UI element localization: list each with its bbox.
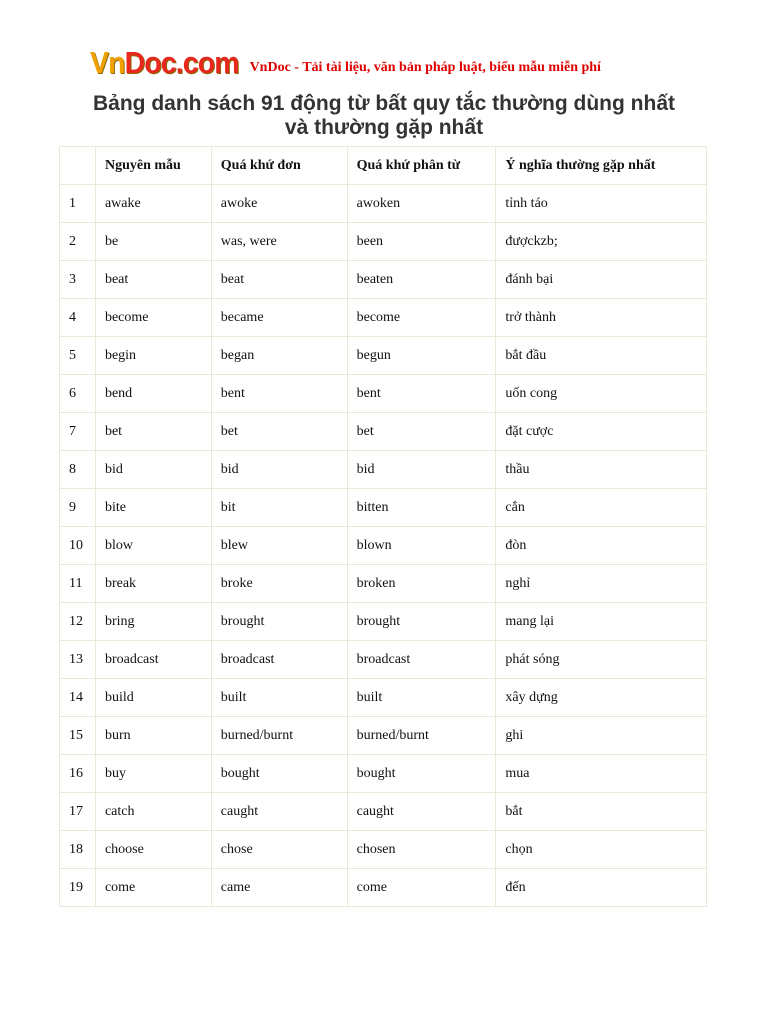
- title-line-1: Bảng danh sách 91 động từ bất quy tắc thường dùng nhất: [92, 92, 675, 115]
- cell-base-form: bend: [95, 375, 211, 413]
- table-row: [60, 603, 707, 641]
- cell-meaning: bắt đầu: [496, 337, 707, 375]
- cell-meaning: trở thành: [496, 299, 707, 337]
- cell-index: 10: [60, 527, 96, 565]
- cell-past-participle: come: [347, 869, 496, 907]
- cell-past-participle: broken: [347, 565, 496, 603]
- cell-past-simple: burned/burnt: [211, 717, 347, 755]
- cell-past-participle: bitten: [347, 489, 496, 527]
- cell-base-form: choose: [95, 831, 211, 869]
- cell-past-participle: caught: [347, 793, 496, 831]
- cell-meaning: cắn: [496, 489, 707, 527]
- cell-past-simple: came: [211, 869, 347, 907]
- table-row: [60, 185, 707, 223]
- cell-past-simple: awoke: [211, 185, 347, 223]
- cell-past-simple: bought: [211, 755, 347, 793]
- verb-table: [59, 146, 707, 907]
- cell-past-participle: beaten: [347, 261, 496, 299]
- column-header-past-simple: Quá khứ đơn: [211, 147, 347, 185]
- table-row: [60, 489, 707, 527]
- cell-base-form: come: [95, 869, 211, 907]
- table-row: [60, 299, 707, 337]
- table-row: [60, 337, 707, 375]
- cell-past-simple: bid: [211, 451, 347, 489]
- cell-past-simple: broadcast: [211, 641, 347, 679]
- cell-index: 5: [60, 337, 96, 375]
- cell-past-simple: built: [211, 679, 347, 717]
- cell-past-simple: bet: [211, 413, 347, 451]
- cell-past-participle: bet: [347, 413, 496, 451]
- table-body: [60, 185, 707, 907]
- cell-past-participle: bid: [347, 451, 496, 489]
- cell-past-participle: chosen: [347, 831, 496, 869]
- cell-index: 19: [60, 869, 96, 907]
- cell-index: 6: [60, 375, 96, 413]
- page-header: [90, 46, 601, 80]
- cell-index: 16: [60, 755, 96, 793]
- cell-past-participle: bought: [347, 755, 496, 793]
- cell-meaning: đượckzb;: [496, 223, 707, 261]
- cell-meaning: đánh bại: [496, 261, 707, 299]
- table-row: [60, 793, 707, 831]
- cell-past-participle: awoken: [347, 185, 496, 223]
- cell-base-form: begin: [95, 337, 211, 375]
- table-row: [60, 527, 707, 565]
- cell-past-simple: bent: [211, 375, 347, 413]
- cell-past-simple: blew: [211, 527, 347, 565]
- cell-meaning: uốn cong: [496, 375, 707, 413]
- table-row: [60, 413, 707, 451]
- cell-base-form: break: [95, 565, 211, 603]
- cell-index: 18: [60, 831, 96, 869]
- cell-past-simple: was, were: [211, 223, 347, 261]
- cell-index: 3: [60, 261, 96, 299]
- cell-past-participle: blown: [347, 527, 496, 565]
- cell-base-form: bid: [95, 451, 211, 489]
- table-row: [60, 261, 707, 299]
- cell-index: 2: [60, 223, 96, 261]
- cell-meaning: nghỉ: [496, 565, 707, 603]
- cell-past-simple: beat: [211, 261, 347, 299]
- title-line-2: và thường gặp nhất: [284, 116, 484, 139]
- vndoc-logo[interactable]: [90, 46, 239, 80]
- cell-meaning: đến: [496, 869, 707, 907]
- document-title: [0, 92, 768, 140]
- table-row: [60, 641, 707, 679]
- cell-base-form: be: [95, 223, 211, 261]
- cell-index: 9: [60, 489, 96, 527]
- column-header-base-form: Nguyên mẫu: [95, 147, 211, 185]
- cell-index: 15: [60, 717, 96, 755]
- cell-index: 12: [60, 603, 96, 641]
- cell-meaning: mua: [496, 755, 707, 793]
- cell-past-participle: bent: [347, 375, 496, 413]
- column-header-meaning: Ý nghĩa thường gặp nhất: [496, 147, 707, 185]
- cell-index: 14: [60, 679, 96, 717]
- table-row: [60, 869, 707, 907]
- column-header-past-participle: Quá khứ phân từ: [347, 147, 496, 185]
- cell-base-form: bet: [95, 413, 211, 451]
- cell-base-form: become: [95, 299, 211, 337]
- cell-past-participle: become: [347, 299, 496, 337]
- cell-base-form: beat: [95, 261, 211, 299]
- cell-base-form: broadcast: [95, 641, 211, 679]
- cell-meaning: ghi: [496, 717, 707, 755]
- cell-base-form: bring: [95, 603, 211, 641]
- cell-base-form: blow: [95, 527, 211, 565]
- cell-index: 8: [60, 451, 96, 489]
- cell-past-participle: burned/burnt: [347, 717, 496, 755]
- cell-index: 17: [60, 793, 96, 831]
- cell-meaning: thầu: [496, 451, 707, 489]
- cell-index: 4: [60, 299, 96, 337]
- cell-meaning: bắt: [496, 793, 707, 831]
- cell-meaning: xây dựng: [496, 679, 707, 717]
- cell-meaning: mang lại: [496, 603, 707, 641]
- table-row: [60, 679, 707, 717]
- cell-past-participle: broadcast: [347, 641, 496, 679]
- cell-base-form: awake: [95, 185, 211, 223]
- cell-base-form: burn: [95, 717, 211, 755]
- table-row: [60, 565, 707, 603]
- cell-past-simple: brought: [211, 603, 347, 641]
- cell-meaning: đòn: [496, 527, 707, 565]
- cell-past-simple: bit: [211, 489, 347, 527]
- cell-past-participle: built: [347, 679, 496, 717]
- logo-doc: Doc: [124, 45, 176, 80]
- table-row: [60, 717, 707, 755]
- cell-meaning: tỉnh táo: [496, 185, 707, 223]
- cell-index: 13: [60, 641, 96, 679]
- logo-vn: Vn: [90, 45, 125, 80]
- cell-past-simple: broke: [211, 565, 347, 603]
- cell-meaning: phát sóng: [496, 641, 707, 679]
- table-header-row: [60, 147, 707, 185]
- cell-base-form: build: [95, 679, 211, 717]
- cell-index: 1: [60, 185, 96, 223]
- table-row: [60, 223, 707, 261]
- table-row: [60, 451, 707, 489]
- cell-past-participle: begun: [347, 337, 496, 375]
- cell-index: 7: [60, 413, 96, 451]
- column-header-index: [60, 147, 96, 185]
- site-tagline: VnDoc - Tải tài liệu, văn bản pháp luật, biểu mẫu miễn phí: [249, 60, 601, 75]
- cell-base-form: buy: [95, 755, 211, 793]
- cell-index: 11: [60, 565, 96, 603]
- cell-past-participle: been: [347, 223, 496, 261]
- cell-past-simple: caught: [211, 793, 347, 831]
- table-row: [60, 831, 707, 869]
- table-row: [60, 755, 707, 793]
- cell-meaning: đặt cược: [496, 413, 707, 451]
- cell-past-simple: began: [211, 337, 347, 375]
- cell-base-form: catch: [95, 793, 211, 831]
- logo-com: .com: [175, 45, 239, 80]
- cell-past-simple: became: [211, 299, 347, 337]
- cell-meaning: chọn: [496, 831, 707, 869]
- cell-past-simple: chose: [211, 831, 347, 869]
- cell-past-participle: brought: [347, 603, 496, 641]
- table-row: [60, 375, 707, 413]
- cell-base-form: bite: [95, 489, 211, 527]
